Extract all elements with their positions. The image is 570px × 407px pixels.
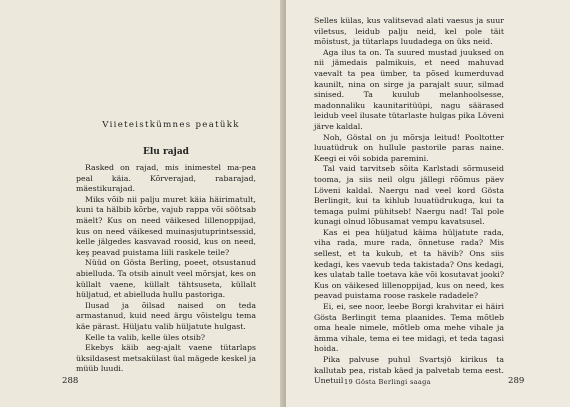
paragraph: Rasked on rajad, mis inimestel ma-pea peal käia. Kõrverajad, rabarajad, mäestikurajad. bbox=[76, 163, 256, 194]
right-page bbox=[286, 0, 570, 407]
paragraph: Ilusad ja õilsad naised on teda armastanud, kuid need ärgu võistelgu tema käe pärast. Hüljatu valib hüljatute hulgast. bbox=[76, 300, 256, 331]
paragraph: Selles külas, kus valitsevad alati vaesus ja suur viletsus, leidub palju neid, kel pole täit mõistust, ja tütarlaps luudadega on üks neid. bbox=[314, 16, 504, 47]
paragraph: Nüüd on Gösta Berling, poeet, otsustanud abielluda. Ta otsib ainult veel mõrsjat, kes on küllalt vaene, küllalt tähtsuseta, küllalt hüljatud, et abielluda hullu pastoriga. bbox=[76, 258, 256, 300]
paragraph: Pika palvuse puhul Svartsjö kirikus ta kallutab pea, ristab käed ja palvetab tema eest. Unetuil bbox=[314, 355, 504, 386]
chapter-heading: Viieteistkümnes peatükk bbox=[102, 120, 240, 130]
page-number-left: 288 bbox=[62, 376, 79, 386]
paragraph: Noh, Göstal on ju mõrsja leitud! Pooltotter luuatüdruk on hullule pastorile paras naine. Keegi ei või sobida paremini. bbox=[314, 132, 504, 163]
paragraph: Aga ilus ta on. Ta suured mustad juuksed on nii jämedais palmikuis, et need mahuvad vaevalt ta pea ümber, ta põsed kumerduvad kaunilt, nina on sirge ja parajalt suur, silmad sinised. Ta kuulub melanhoolsesse, madonnaliku kaunitaritüüpi, nagu säärased leidub veel ilusate tütarlaste hulgas pika Löveni järve kaldal. bbox=[314, 47, 505, 131]
paragraph: Ei, ei, see noor, leebe Borgi krahvitar ei häiri Gösta Berlingit tema plaanides. Tema mõtleb oma heale nimele, mõtleb oma mehe vihale ja ämma vihale, tema ei tee midagi, et teda tagasi hoida. bbox=[314, 302, 504, 354]
signature-footer: 19 Gösta Berlingi saaga bbox=[344, 378, 431, 386]
left-page bbox=[0, 0, 284, 407]
paragraph: Kas ei pea hüljatud käima hüljatute rada, viha rada, mure rada, õnnetuse rada? Mis sellest, et ta kukub, et ta hävib? Ons siis kedagi, kes vaevub teda takistada? Ons kedagi, kes ulatab talle toetava käe või kosutavat jooki? Kus on väikesed lillenoppijad, kus on need, kes peavad puistama roose raskele radadele? bbox=[314, 227, 504, 301]
paragraph: Miks võib nii palju muret käia häirimatult, kuni ta hälbib kõrbe, vajub rappa või söötsab mäelt? Kus on need väikesed lillenoppijad, kus on need väikesed muinasjutuprintsessid, kelle jälgedes kasvavad roosid, kus on need, keş peavad puistama liili raskele teile? bbox=[76, 194, 256, 257]
left-text-block bbox=[76, 163, 256, 375]
paragraph: Kelle ta valib, kelle üles otsib? bbox=[85, 332, 206, 342]
page-number-right: 289 bbox=[508, 376, 525, 386]
paragraph: Ekebys käib aeg-ajalt vaene tütarlaps üksildasest metsakülast üal mägede keskel ja müüb luudi. bbox=[76, 343, 256, 374]
section-title: Elu rajad bbox=[143, 147, 189, 157]
paragraph: Tal vaid tarvitseb sõita Karlstadi sõrmuseid tooma, ja siis neil olgu jällegi rõõmus päev Löveni kaldal. Naergu nad veel kord Gösta Berlingit, kui ta kihlub luuatüdrukuga, kui ta temaga pulmi pühitseb! Naergu nad! Tal pole kunagi olnud lõbusamat vempu kavatsusel. bbox=[314, 164, 504, 227]
right-text-block bbox=[314, 16, 504, 387]
